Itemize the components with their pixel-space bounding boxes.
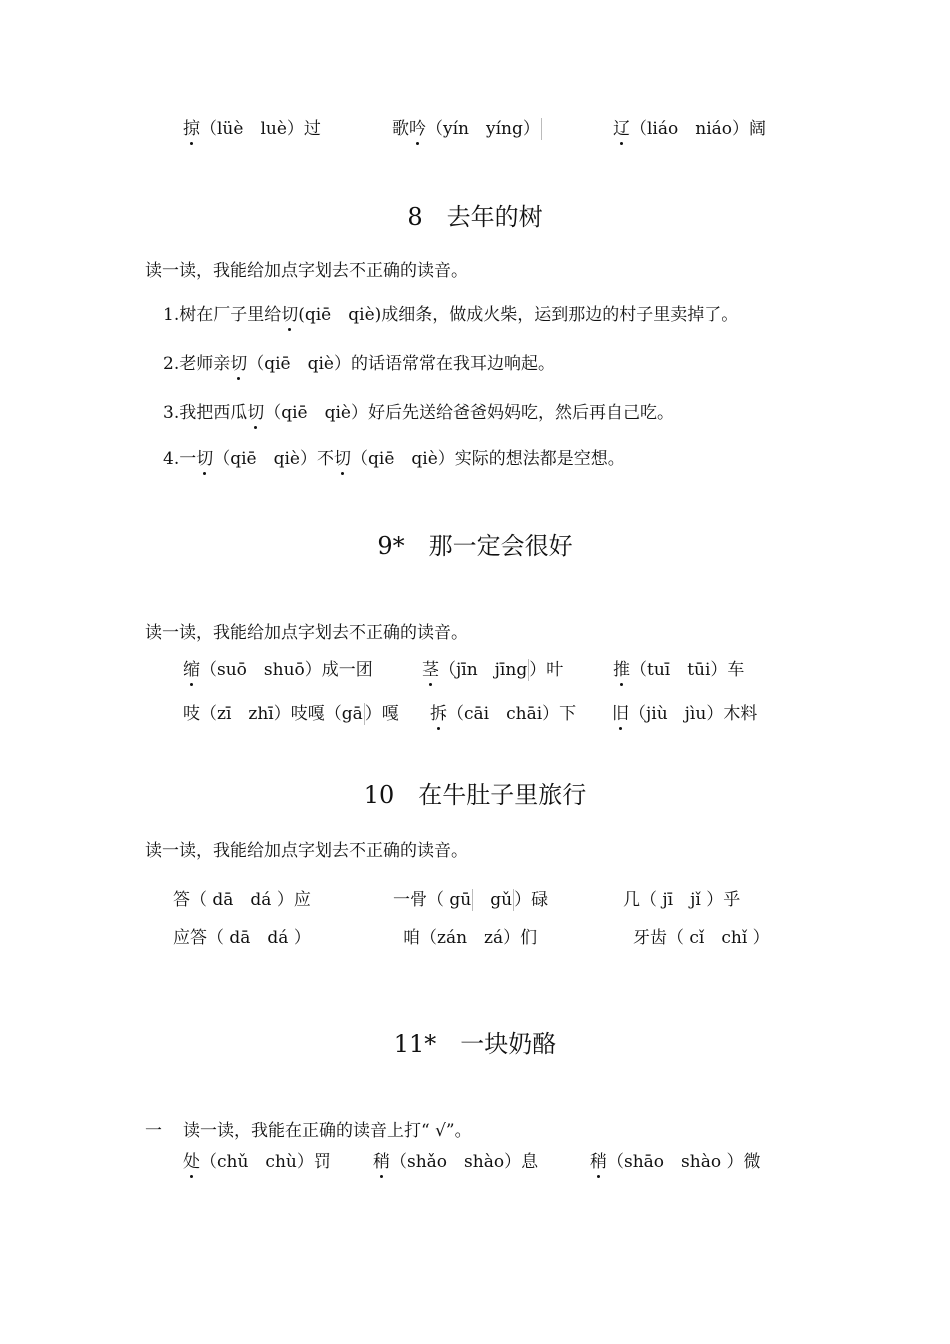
pinyin-item: 牙齿（ cǐ chǐ ） <box>633 928 770 948</box>
pinyin-item: 掠（lüè luè）过 <box>183 119 321 139</box>
pinyin-item: 旧（jiù jìu）木料 <box>612 704 758 724</box>
sentence-item: 4.一切（qiē qiè）不切（qiē qiè）实际的想法都是空想。 <box>163 449 625 469</box>
pinyin-item: 吱（zī zhī）吱嘎（gā ）嘎 <box>183 704 399 724</box>
sentence-item: 1.树在厂子里给切(qiē qiè)成细条，做成火柴，运到那边的村子里卖掉了。 <box>163 305 739 325</box>
section-title: 9* 那一定会很好 <box>377 532 573 560</box>
pinyin-item: 辽（liáo niáo）阔 <box>613 119 766 139</box>
section-instruction: 读一读，我能给加点字划去不正确的读音。 <box>145 261 468 281</box>
pinyin-item: 答（ dā dá ）应 <box>173 890 311 910</box>
section-number: 一 <box>145 1121 162 1141</box>
pinyin-item: 一骨（ gū gǔ ）碌 <box>393 890 549 910</box>
pinyin-item: 咱（zán zá）们 <box>403 928 538 948</box>
sentence-item: 2.老师亲切（qiē qiè）的话语常常在我耳边响起。 <box>163 354 555 374</box>
pinyin-item: 拆（cāi chāi）下 <box>430 704 577 724</box>
pinyin-item: 推（tuī tūi）车 <box>613 660 745 680</box>
pinyin-item: 处（chǔ chù）罚 <box>183 1152 331 1172</box>
section-instruction: 读一读，我能在正确的读音上打“ √”。 <box>183 1121 472 1141</box>
pinyin-item: 稍（shāo shào ）微 <box>590 1152 761 1172</box>
section-instruction: 读一读，我能给加点字划去不正确的读音。 <box>145 841 468 861</box>
pinyin-item: 几（ jī jǐ ）乎 <box>623 890 741 910</box>
section-title: 8 去年的树 <box>407 203 543 231</box>
pinyin-item: 茎（jīn jīng ）叶 <box>422 660 564 680</box>
pinyin-item: 稍（shǎo shào）息 <box>373 1152 539 1172</box>
section-title: 11* 一块奶酪 <box>393 1030 557 1058</box>
pinyin-item: 歌吟（yín yíng） <box>392 119 540 139</box>
section-instruction: 读一读，我能给加点字划去不正确的读音。 <box>145 623 468 643</box>
pinyin-item: 应答（ dā dá ） <box>173 928 311 948</box>
sentence-item: 3.我把西瓜切（qiē qiè）好后先送给爸爸妈妈吃，然后再自己吃。 <box>163 403 674 423</box>
pinyin-item: 缩（suō shuō）成一团 <box>183 660 373 680</box>
section-title: 10 在牛肚子里旅行 <box>363 781 587 809</box>
